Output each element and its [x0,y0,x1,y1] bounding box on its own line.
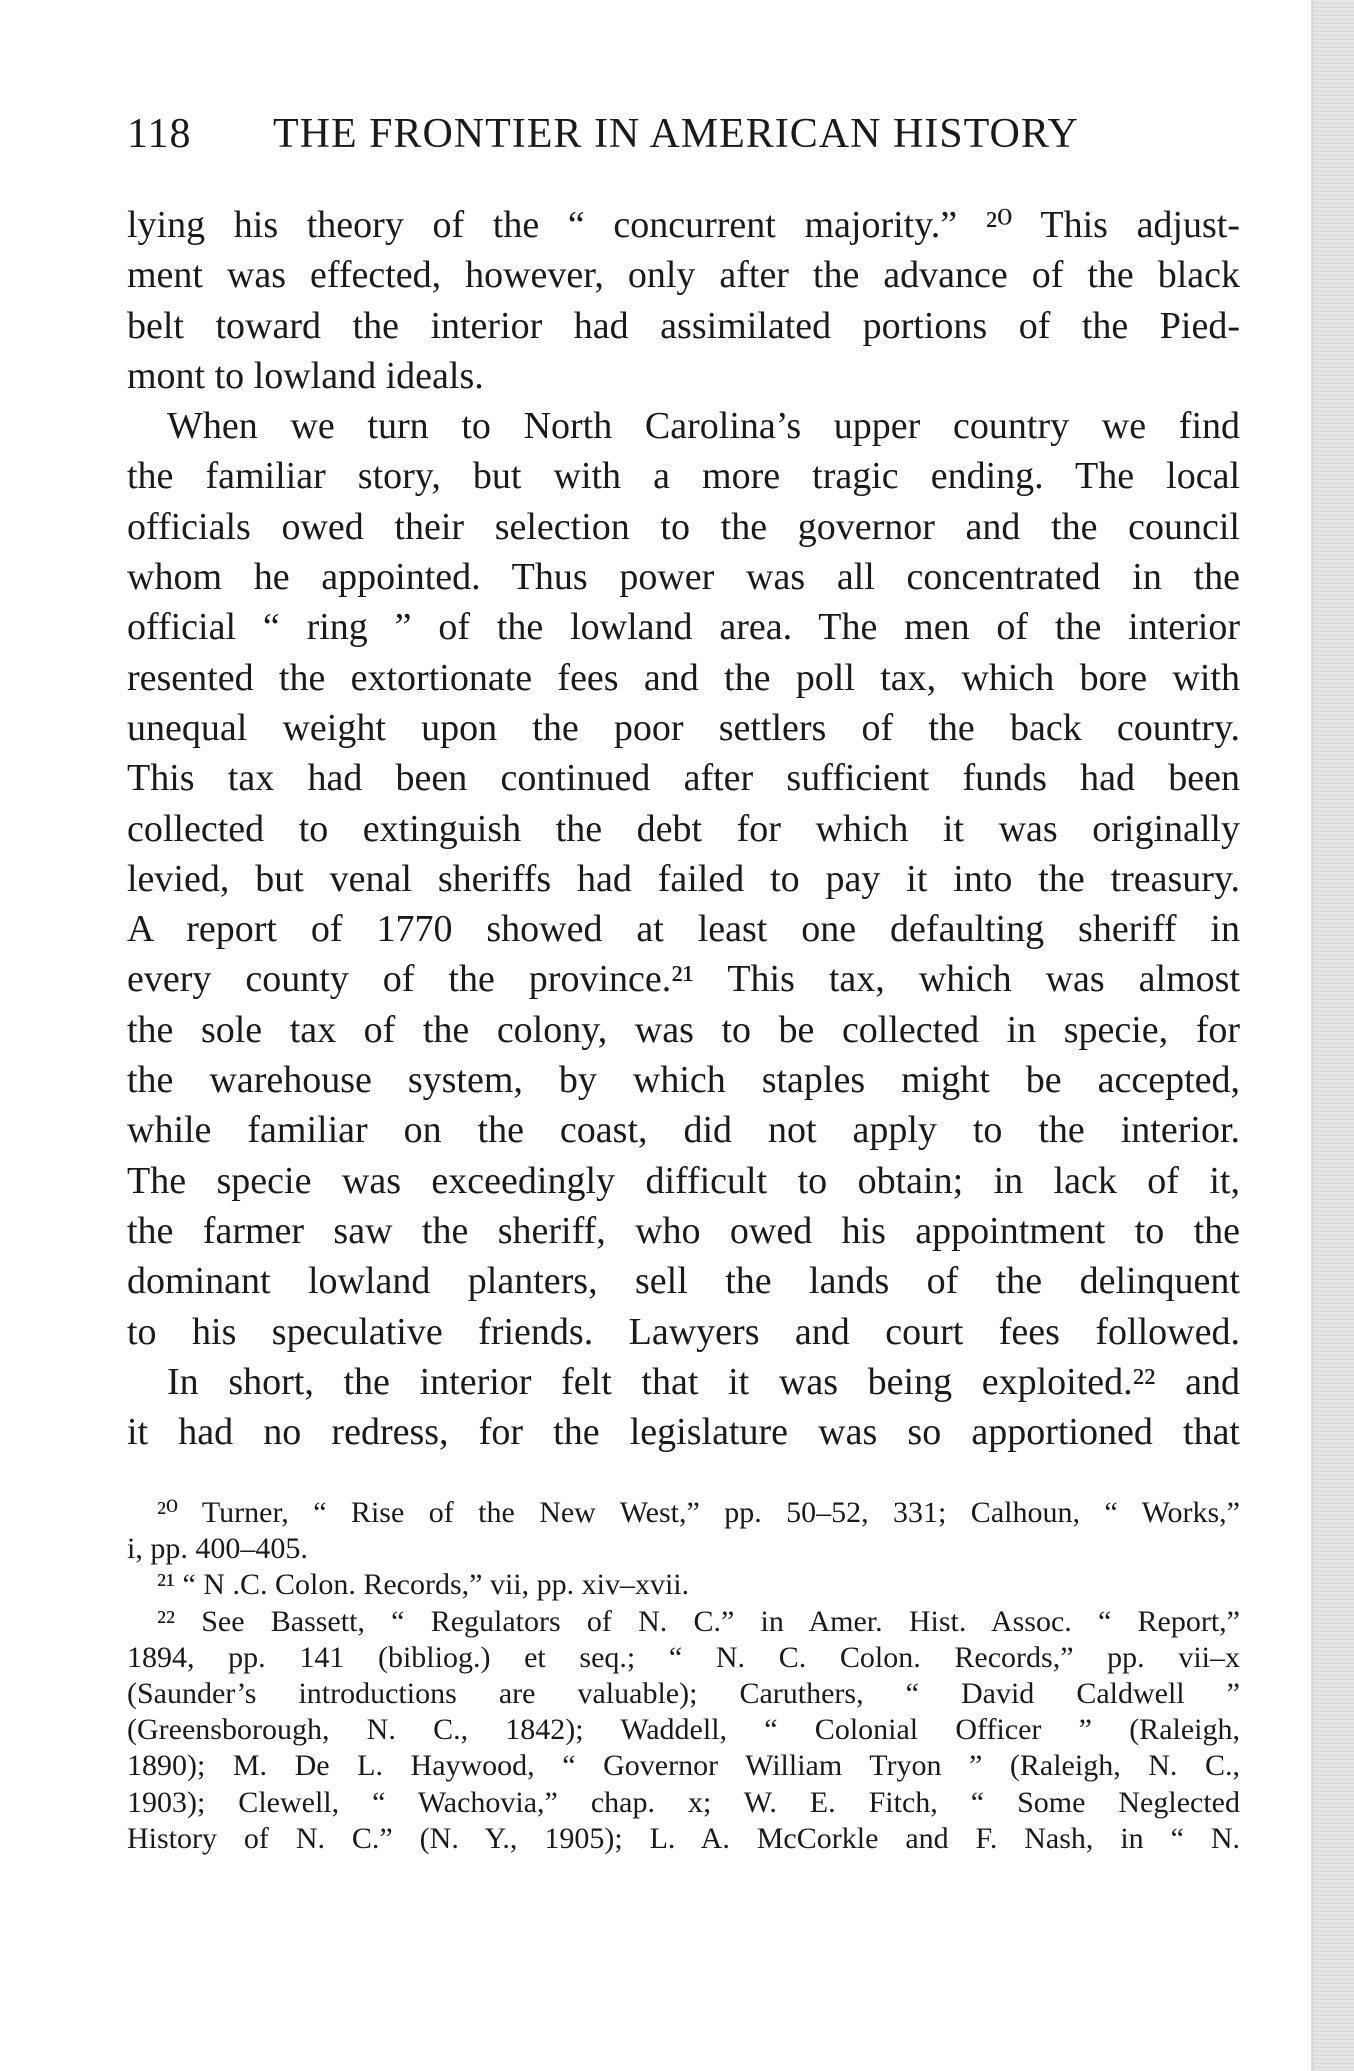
footnotes [127,1495,1240,1857]
body-line: unequal weight upon the poor settlers of the back country. [127,706,1240,749]
footnote-line: History of N. C.” (N. Y., 1905); L. A. McCorkle and F. Nash, in “ N. [127,1821,1240,1855]
body-line: while familiar on the coast, did not apply to the interior. [127,1109,1240,1152]
body-text [127,200,1240,1457]
body-line: ment was effected, however, only after the advance of the black [127,254,1240,297]
footnote-line: (Saunder’s introductions are valuable); Caruthers, “ David Caldwell ” [127,1676,1240,1710]
body-line: the warehouse system, by which staples might be accepted, [127,1059,1240,1102]
body-line: mont to lowland ideals. [127,354,484,397]
page-header [127,104,1247,164]
body-line: dominant lowland planters, sell the lands of the delinquent [127,1260,1240,1303]
footnote-line: 1903); Clewell, “ Wachovia,” chap. x; W. E. Fitch, “ Some Neglected [127,1785,1240,1819]
body-line: the farmer saw the sheriff, who owed his appointment to the [127,1209,1240,1252]
page-edge [1314,0,1354,2071]
body-line: to his speculative friends. Lawyers and court fees followed. [127,1310,1240,1353]
body-line: A report of 1770 showed at least one defaulting sheriff in [127,908,1240,951]
footnote-line: ²¹ “ N .C. Colon. Records,” vii, pp. xiv–xvii. [157,1568,690,1602]
body-line: This tax had been continued after sufficient funds had been [127,757,1240,800]
body-line: The specie was exceedingly difficult to obtain; in lack of it, [127,1159,1240,1202]
body-line: it had no redress, for the legislature was so apportioned that [127,1411,1240,1454]
footnote-line: 1894, pp. 141 (bibliog.) et seq.; “ N. C. Colon. Records,” pp. vii–x [127,1640,1240,1674]
footnote-line: ²² See Bassett, “ Regulators of N. C.” in Amer. Hist. Assoc. “ Report,” [157,1604,1240,1638]
footnote-line: 1890); M. De L. Haywood, “ Governor William Tryon ” (Raleigh, N. C., [127,1749,1240,1783]
body-line: resented the extortionate fees and the poll tax, which bore with [127,656,1240,699]
footnote-line: ²⁰ Turner, “ Rise of the New West,” pp. 50–52, 331; Calhoun, “ Works,” [157,1496,1240,1529]
body-line: levied, but venal sheriffs had failed to pay it into the treasury. [127,857,1240,900]
running-title: THE FRONTIER IN AMERICAN HISTORY [272,111,1079,157]
body-line: lying his theory of the “ concurrent majority.” ²⁰ This adjust- [127,204,1240,246]
body-line: every county of the province.²¹ This tax, which was almost [127,958,1240,1001]
footnote-line: (Greensborough, N. C., 1842); Waddell, “ Colonial Officer ” (Raleigh, [127,1713,1240,1747]
body-line: official “ ring ” of the lowland area. The men of the interior [127,606,1240,649]
body-line: officials owed their selection to the governor and the council [127,505,1240,548]
body-line: the familiar story, but with a more tragic ending. The local [127,455,1240,498]
body-line: When we turn to North Carolina’s upper country we find [167,405,1240,448]
body-line: whom he appointed. Thus power was all concentrated in the [127,556,1240,599]
body-line: In short, the interior felt that it was being exploited.²² and [167,1360,1240,1403]
body-line: the sole tax of the colony, was to be collected in specie, for [127,1008,1240,1051]
footnote-line: i, pp. 400–405. [127,1532,308,1566]
page-number: 118 [127,111,192,157]
body-line: belt toward the interior had assimilated portions of the Pied- [127,304,1240,347]
body-line: collected to extinguish the debt for which it was originally [127,807,1240,850]
